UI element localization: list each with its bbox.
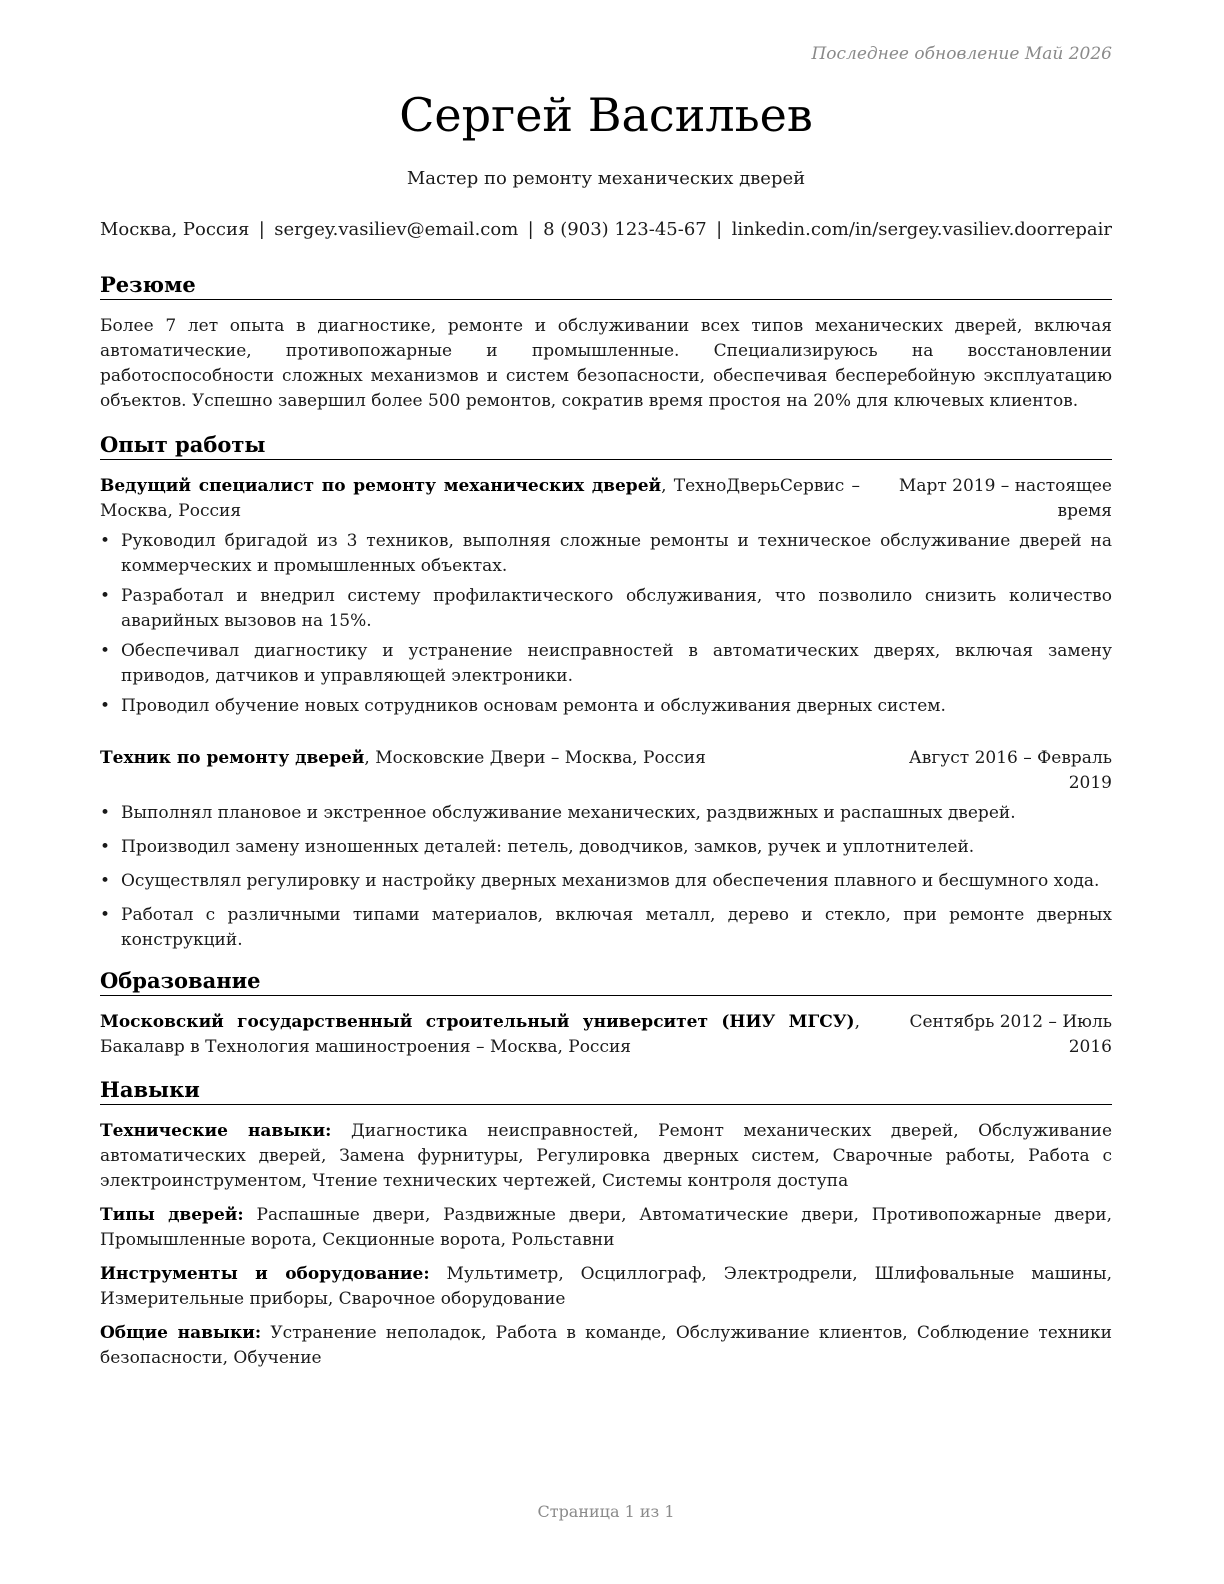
summary-heading: Резюме [100,272,1112,300]
experience-heading: Опыт работы [100,432,1112,460]
education-section [100,968,1112,1060]
education-dates: Сентябрь 2012 – Июль 2016 [909,1012,1112,1057]
skills-section [100,1077,1112,1380]
skills-heading: Навыки [100,1077,1112,1105]
candidate-name: Сергей Васильев [399,88,813,142]
resume-page [100,0,1112,1584]
contact-email-link[interactable]: sergey.vasiliev@email.com [274,219,519,240]
skill-group [100,1203,1112,1253]
list-item: • Обеспечивал диагностику и устранение неисправностей в автоматических дверях, включая замену приводов, датчиков и управляющей электроники. [100,639,1112,689]
skill-group [100,1262,1112,1312]
job-dates: Август 2016 – Февраль 2019 [908,748,1112,793]
skill-group-label: Типы дверей: [100,1205,244,1225]
contact-phone: 8 (903) 123-45-67 [543,219,707,240]
contact-line [100,219,1112,240]
skill-group [100,1119,1112,1194]
skill-group-label: Инструменты и оборудование: [100,1264,430,1284]
contact-location: Москва, Россия [100,219,250,240]
job-title-line [100,474,860,524]
page-number: Страница 1 из 1 [537,1502,675,1521]
list-item: • Разработал и внедрил систему профилактического обслуживания, что позволило снизить количество аварийных вызовов на 15%. [100,584,1112,634]
job-role: Техник по ремонту дверей [100,748,365,768]
skill-group-items: Устранение неполадок, Работа в команде, Обслуживание клиентов, Соблюдение техники безопасности, Обучение [100,1323,1113,1368]
job-entry [100,474,1112,719]
skills-list [100,1119,1112,1371]
contact-linkedin-link[interactable]: linkedin.com/in/sergey.vasiliev.doorrepair [731,219,1112,240]
skill-group-items: Распашные двери, Раздвижные двери, Автоматические двери, Противопожарные двери, Промышленные ворота, Секционные ворота, Рольставни [100,1205,1112,1250]
skill-group-items: Мультиметр, Осциллограф, Электродрели, Шлифовальные машины, Измерительные приборы, Сварочное оборудование [100,1264,1112,1309]
last-updated-note: Последнее обновление Май 2026 [811,44,1112,64]
contact-separator: | [527,219,534,240]
job-role: Ведущий специалист по ремонту механических дверей [100,476,662,496]
candidate-headline: Мастер по ремонту механических дверей [406,168,806,189]
job-header [100,474,1112,524]
skill-group-label: Общие навыки: [100,1323,262,1343]
list-item: • Осуществлял регулировку и настройку дверных механизмов для обеспечения плавного и бесшумного хода. [100,869,1112,894]
job-company-location: , ТехноДверьСервис – Москва, Россия [100,476,860,521]
contact-separator: | [716,219,723,240]
job-dates: Март 2019 – настоящее время [898,476,1112,521]
education-entry [100,1010,1112,1060]
job-title-line [100,746,860,796]
list-item: • Производил замену изношенных деталей: петель, доводчиков, замков, ручек и уплотнителей. [100,835,1112,860]
list-item: • Руководил бригадой из 3 техников, выполняя сложные ремонты и техническое обслуживание дверей на коммерческих и промышленных объектах. [100,529,1112,579]
job-entry [100,746,1112,953]
experience-section [100,432,1112,460]
contact-separator: | [258,219,265,240]
job-header [100,746,1112,796]
job-bullets [100,801,1112,953]
job-bullets [100,529,1112,719]
education-heading: Образование [100,968,1112,996]
skill-group [100,1321,1112,1371]
list-item: • Выполнял плановое и экстренное обслуживание механических, раздвижных и распашных дверей. [100,801,1112,826]
education-institution: Московский государственный строительный университет (НИУ МГСУ) [100,1012,855,1032]
summary-text: Более 7 лет опыта в диагностике, ремонте и обслуживании всех типов механических дверей, включая автоматические, противопожарные и промышленные. Специализируюсь на восстановлении работоспособности сложных механизмов и систем безопасности, обеспечивая бесперебойную эксплуатацию объектов. Успешно завершил более 500 ремонтов, сократив время простоя на 20% для ключевых клиентов. [100,316,1112,411]
skill-group-label: Технические навыки: [100,1121,332,1141]
job-company-location: , Московские Двери – Москва, Россия [364,748,706,768]
skill-group-items: Диагностика неисправностей, Ремонт механических дверей, Обслуживание автоматических дверей, Замена фурнитуры, Регулировка дверных систем, Сварочные работы, Работа с электроинструментом, Чтение технических чертежей, Системы контроля доступа [100,1121,1113,1191]
education-degree-location: , Бакалавр в Технология машиностроения – Москва, Россия [100,1012,860,1057]
list-item: • Проводил обучение новых сотрудников основам ремонта и обслуживания дверных систем. [100,694,1112,719]
list-item: • Работал с различными типами материалов, включая металл, дерево и стекло, при ремонте дверных конструкций. [100,903,1112,953]
education-title-line [100,1010,860,1060]
summary-section [100,272,1112,414]
